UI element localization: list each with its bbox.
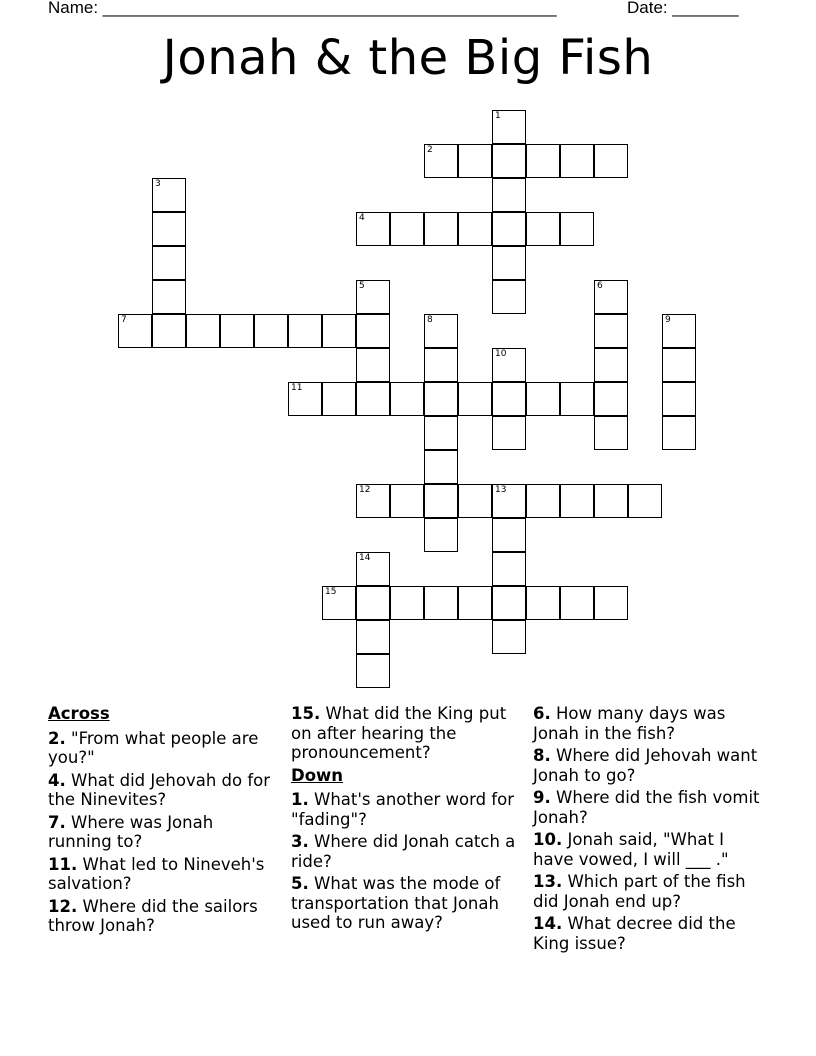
crossword-cell[interactable] bbox=[152, 246, 186, 280]
crossword-cell[interactable] bbox=[356, 586, 390, 620]
crossword-cell[interactable] bbox=[390, 212, 424, 246]
crossword-cell[interactable] bbox=[390, 586, 424, 620]
crossword-cell[interactable] bbox=[424, 586, 458, 620]
crossword-cell[interactable] bbox=[458, 484, 492, 518]
crossword-cell[interactable] bbox=[424, 144, 458, 178]
cell-number: 12 bbox=[359, 485, 371, 495]
crossword-cell[interactable] bbox=[560, 586, 594, 620]
clue-across-15: 15. What did the King put on after hearing the pronouncement? bbox=[291, 704, 507, 762]
crossword-cell[interactable] bbox=[356, 280, 390, 314]
crossword-cell[interactable] bbox=[560, 382, 594, 416]
clue-across-7: 7. Where was Jonah running to? bbox=[48, 812, 214, 851]
crossword-cell[interactable] bbox=[356, 620, 390, 654]
crossword-cell[interactable] bbox=[458, 144, 492, 178]
clue-down-3: 3. Where did Jonah catch a ride? bbox=[291, 832, 516, 871]
crossword-cell[interactable] bbox=[560, 144, 594, 178]
crossword-cell[interactable] bbox=[424, 212, 458, 246]
cell-number: 15 bbox=[325, 587, 337, 597]
crossword-cell[interactable] bbox=[424, 518, 458, 552]
crossword-cell[interactable] bbox=[628, 484, 662, 518]
clue-down-13: 13. Which part of the fish did Jonah end up? bbox=[533, 872, 746, 911]
date-field-line[interactable]: Date: _______ bbox=[627, 0, 739, 17]
crossword-cell[interactable] bbox=[492, 178, 526, 212]
crossword-cell[interactable] bbox=[424, 314, 458, 348]
clue-down-6: 6. How many days was Jonah in the fish? bbox=[533, 704, 726, 743]
crossword-cell[interactable] bbox=[526, 144, 560, 178]
crossword-cell[interactable] bbox=[288, 314, 322, 348]
crossword-cell[interactable] bbox=[186, 314, 220, 348]
crossword-cell[interactable] bbox=[492, 110, 526, 144]
clue-column-1 bbox=[48, 704, 280, 939]
across-heading: Across bbox=[48, 704, 110, 723]
crossword-cell[interactable] bbox=[492, 416, 526, 450]
crossword-cell[interactable] bbox=[594, 144, 628, 178]
crossword-cell[interactable] bbox=[492, 212, 526, 246]
crossword-cell[interactable] bbox=[458, 212, 492, 246]
cell-number: 7 bbox=[121, 315, 127, 325]
crossword-cell[interactable] bbox=[356, 654, 390, 688]
crossword-cell[interactable] bbox=[220, 314, 254, 348]
crossword-cell[interactable] bbox=[492, 484, 526, 518]
crossword-cell[interactable] bbox=[152, 178, 186, 212]
crossword-cell[interactable] bbox=[594, 416, 628, 450]
clue-down-5: 5. What was the mode of transportation that Jonah used to run away? bbox=[291, 874, 501, 932]
crossword-cell[interactable] bbox=[356, 348, 390, 382]
crossword-cell[interactable] bbox=[526, 382, 560, 416]
cell-number: 4 bbox=[359, 213, 365, 223]
crossword-cell[interactable] bbox=[458, 586, 492, 620]
cell-number: 1 bbox=[495, 111, 501, 121]
crossword-cell[interactable] bbox=[424, 450, 458, 484]
clue-column-2 bbox=[291, 704, 523, 936]
crossword-cell[interactable] bbox=[492, 382, 526, 416]
cell-number: 11 bbox=[291, 383, 303, 393]
cell-number: 6 bbox=[597, 281, 603, 291]
crossword-cell[interactable] bbox=[594, 382, 628, 416]
crossword-cell[interactable] bbox=[118, 314, 152, 348]
crossword-cell[interactable] bbox=[152, 280, 186, 314]
cell-number: 5 bbox=[359, 281, 365, 291]
crossword-cell[interactable] bbox=[526, 586, 560, 620]
puzzle-title: Jonah & the Big Fish bbox=[162, 30, 654, 86]
crossword-cell[interactable] bbox=[152, 212, 186, 246]
crossword-cell[interactable] bbox=[492, 518, 526, 552]
crossword-cell[interactable] bbox=[560, 212, 594, 246]
crossword-cell[interactable] bbox=[662, 348, 696, 382]
down-heading: Down bbox=[291, 765, 344, 785]
cell-number: 2 bbox=[427, 145, 433, 155]
cell-number: 3 bbox=[155, 179, 161, 189]
crossword-cell[interactable] bbox=[322, 586, 356, 620]
crossword-cell[interactable] bbox=[424, 484, 458, 518]
clue-across-12: 12. Where did the sailors throw Jonah? bbox=[48, 896, 258, 935]
crossword-cell[interactable] bbox=[492, 348, 526, 382]
crossword-cell[interactable] bbox=[662, 314, 696, 348]
crossword-cell[interactable] bbox=[356, 212, 390, 246]
crossword-cell[interactable] bbox=[322, 382, 356, 416]
clue-down-14: 14. What decree did the King issue? bbox=[533, 914, 736, 953]
crossword-cell[interactable] bbox=[594, 348, 628, 382]
crossword-cell[interactable] bbox=[492, 246, 526, 280]
crossword-cell[interactable] bbox=[492, 586, 526, 620]
crossword-cell[interactable] bbox=[492, 144, 526, 178]
clue-down-1: 1. What's another word for "fading"? bbox=[291, 790, 514, 829]
crossword-cell[interactable] bbox=[594, 280, 628, 314]
crossword-cell[interactable] bbox=[492, 620, 526, 654]
cell-number: 8 bbox=[427, 315, 433, 325]
crossword-cell[interactable] bbox=[492, 552, 526, 586]
crossword-cell[interactable] bbox=[594, 586, 628, 620]
name-field-line[interactable]: Name: ________________________________________________ bbox=[48, 0, 557, 17]
clue-across-11: 11. What led to Nineveh's salvation? bbox=[48, 854, 265, 893]
crossword-cell[interactable] bbox=[424, 416, 458, 450]
crossword-cell[interactable] bbox=[390, 382, 424, 416]
clue-across-2: 2. "From what people are you?" bbox=[48, 728, 259, 767]
clue-down-9: 9. Where did the fish vomit Jonah? bbox=[533, 788, 760, 827]
crossword-cell[interactable] bbox=[424, 348, 458, 382]
crossword-cell[interactable] bbox=[288, 382, 322, 416]
crossword-cell[interactable] bbox=[322, 314, 356, 348]
crossword-cell[interactable] bbox=[526, 212, 560, 246]
clue-down-10: 10. Jonah said, "What I have vowed, I will ___ ." bbox=[533, 830, 729, 869]
crossword-cell[interactable] bbox=[356, 552, 390, 586]
cell-number: 14 bbox=[359, 553, 371, 563]
crossword-cell[interactable] bbox=[526, 484, 560, 518]
crossword-cell[interactable] bbox=[356, 484, 390, 518]
cell-number: 10 bbox=[495, 349, 507, 359]
cell-number: 9 bbox=[665, 315, 671, 325]
crossword-cell[interactable] bbox=[424, 382, 458, 416]
crossword-cell[interactable] bbox=[356, 382, 390, 416]
crossword-cell[interactable] bbox=[662, 382, 696, 416]
crossword-cell[interactable] bbox=[662, 416, 696, 450]
crossword-cell[interactable] bbox=[594, 484, 628, 518]
clue-down-8: 8. Where did Jehovah want Jonah to go? bbox=[533, 746, 758, 785]
crossword-cell[interactable] bbox=[254, 314, 288, 348]
crossword-cell[interactable] bbox=[390, 484, 424, 518]
crossword-cell[interactable] bbox=[152, 314, 186, 348]
crossword-cell[interactable] bbox=[560, 484, 594, 518]
crossword-cell[interactable] bbox=[594, 314, 628, 348]
crossword-cell[interactable] bbox=[492, 280, 526, 314]
clue-column-3 bbox=[533, 704, 765, 956]
crossword-cell[interactable] bbox=[458, 382, 492, 416]
cell-number: 13 bbox=[495, 485, 507, 495]
crossword-cell[interactable] bbox=[356, 314, 390, 348]
clue-across-4: 4. What did Jehovah do for the Ninevites? bbox=[48, 770, 271, 809]
